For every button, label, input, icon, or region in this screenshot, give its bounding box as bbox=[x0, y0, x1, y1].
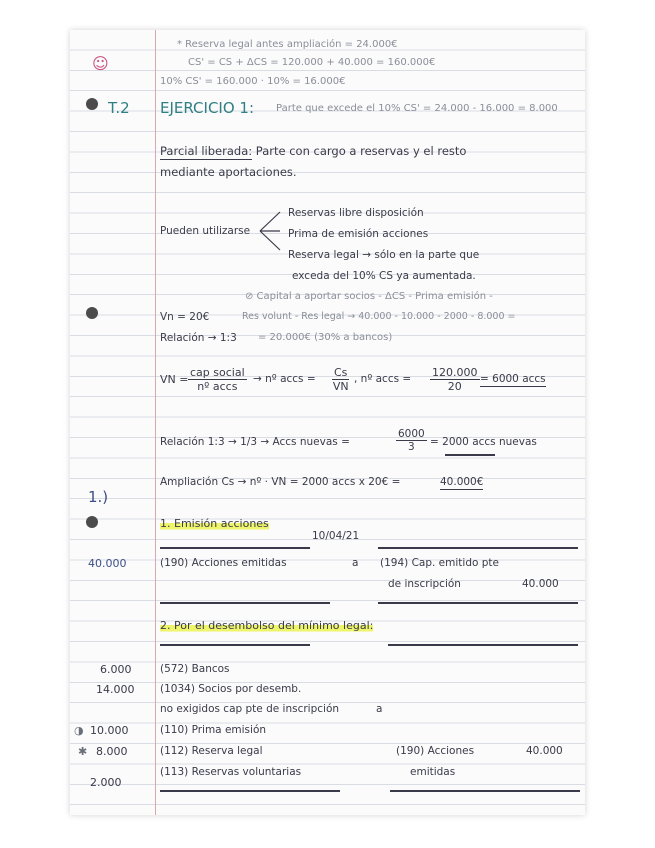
relacion2-text: Relación 1:3 → 1/3 → Accs nuevas = bbox=[160, 436, 350, 448]
journal-rule bbox=[160, 644, 310, 646]
entry-1-credit-account-1: (194) Cap. emitido pte bbox=[380, 557, 499, 569]
entry-2-credit-amount: 40.000 bbox=[526, 745, 563, 757]
margin-line bbox=[155, 30, 156, 815]
entry-2-account-3: (110) Prima emisión bbox=[160, 724, 267, 736]
entry-2-account-2: (1034) Socios por desemb. bbox=[160, 683, 302, 695]
entry-2-amount-3: 10.000 bbox=[90, 724, 129, 737]
header-line-2: CS' = CS + ΔCS = 120.000 + 40.000 = 160.000€ bbox=[188, 57, 436, 68]
journal-rule bbox=[390, 790, 580, 792]
journal-rule bbox=[160, 602, 330, 604]
fraction-cs-vn: $\frac{Cs}{VN}$ bbox=[332, 366, 349, 393]
binder-hole bbox=[86, 516, 98, 528]
relacion-line: Relación → 1:3 bbox=[160, 332, 237, 344]
entry-2-account-4: (112) Reserva legal bbox=[160, 745, 263, 757]
journal-rule bbox=[160, 547, 310, 549]
entry-2-amount-5: 2.000 bbox=[90, 776, 122, 789]
parcial-title: Parcial liberada: bbox=[160, 144, 253, 158]
journal-rule bbox=[160, 790, 340, 792]
option-1: Reservas libre disposición bbox=[288, 207, 424, 219]
entry-2-credit-account-1: (190) Acciones bbox=[396, 745, 475, 757]
entry-2-account-5: (113) Reservas voluntarias bbox=[160, 766, 302, 778]
entry-2-account-1: (572) Bancos bbox=[160, 663, 230, 675]
header-line-1: * Reserva legal antes ampliación = 24.000€ bbox=[177, 39, 398, 50]
section-2-heading: 2. Por el desembolso del mínimo legal: bbox=[160, 619, 374, 632]
fraction-6000-3: $\frac{6000}{3}$ bbox=[398, 428, 425, 453]
section-number: T.2 bbox=[108, 99, 130, 117]
parcial-text-1: Parte con cargo a reservas y el resto bbox=[255, 144, 467, 158]
parcial-text-2: mediante aportaciones. bbox=[160, 165, 297, 179]
entry-2-amount-2: 14.000 bbox=[96, 683, 135, 696]
binder-hole bbox=[86, 307, 98, 319]
option-2: Prima de emisión acciones bbox=[288, 228, 429, 240]
smiley-doodle-icon: ☺ bbox=[92, 54, 109, 73]
vn-value: Vn = 20€ bbox=[160, 311, 210, 323]
option-3: Reserva legal → sólo en la parte que bbox=[288, 249, 480, 261]
entry-2-amount-1: 6.000 bbox=[100, 663, 132, 676]
entry-1-a: a bbox=[352, 557, 359, 569]
exercise-note: Parte que excede el 10% CS' = 24.000 - 16.000 = 8.000 bbox=[276, 103, 558, 114]
fraction-120000-20: $\frac{120.000}{20}$ bbox=[432, 366, 478, 393]
naccs-result: = 6000 accs bbox=[480, 373, 546, 385]
section-1-label: 1.) bbox=[88, 488, 109, 506]
asterisk-mark-icon: ✱ bbox=[78, 745, 88, 758]
ampliacion-text: Ampliación Cs → nº · VN = 2000 accs x 20€ = bbox=[160, 476, 401, 488]
note-reservas: Res volunt - Res legal → 40.000 - 10.000 - 2000 - 8.000 = bbox=[242, 311, 516, 322]
entry-1-debit-amount: 40.000 bbox=[88, 557, 127, 570]
fraction-cap-social: cap social nº accs bbox=[190, 366, 245, 393]
entry-2-a: a bbox=[376, 703, 383, 715]
entry-date: 10/04/21 bbox=[312, 530, 360, 542]
prima-mark-icon: ◑ bbox=[74, 724, 84, 737]
entry-1-debit-account: (190) Acciones emitidas bbox=[160, 557, 287, 569]
journal-rule bbox=[378, 547, 578, 549]
entry-1-credit-account-2: de inscripción bbox=[388, 578, 461, 590]
entry-2-amount-4: 8.000 bbox=[96, 745, 128, 758]
entry-2-credit-account-2: emitidas bbox=[410, 766, 456, 778]
exercise-title: EJERCICIO 1: bbox=[160, 99, 255, 117]
arrow-naccs: → nº accs = bbox=[253, 373, 316, 385]
vn-eq: VN = bbox=[160, 373, 189, 386]
notebook-page bbox=[70, 30, 585, 815]
journal-rule bbox=[388, 644, 578, 646]
journal-rule bbox=[378, 602, 578, 604]
section-1-heading: 1. Emisión acciones bbox=[160, 517, 269, 530]
entry-2-account-2b: no exigidos cap pte de inscripción bbox=[160, 703, 340, 715]
parcial-line-1 bbox=[160, 144, 466, 158]
naccs-eq: , nº accs = bbox=[354, 373, 412, 385]
underline-2000 bbox=[445, 454, 495, 456]
note-capital-aportar: ⊘ Capital a aportar socios - ΔCS - Prima emisión - bbox=[245, 291, 493, 302]
entry-1-credit-amount: 40.000 bbox=[522, 578, 559, 590]
brace-arrows-icon bbox=[258, 206, 288, 256]
pueden-label: Pueden utilizarse bbox=[160, 225, 251, 237]
relacion2-result: = 2000 accs nuevas bbox=[430, 436, 537, 448]
binder-hole bbox=[86, 98, 98, 110]
ampliacion-result: 40.000€ bbox=[440, 476, 484, 488]
header-line-3: 10% CS' = 160.000 · 10% = 16.000€ bbox=[160, 76, 346, 87]
relacion-note: = 20.000€ (30% a bancos) bbox=[258, 332, 393, 343]
option-3-continued: exceda del 10% CS ya aumentada. bbox=[292, 270, 476, 282]
